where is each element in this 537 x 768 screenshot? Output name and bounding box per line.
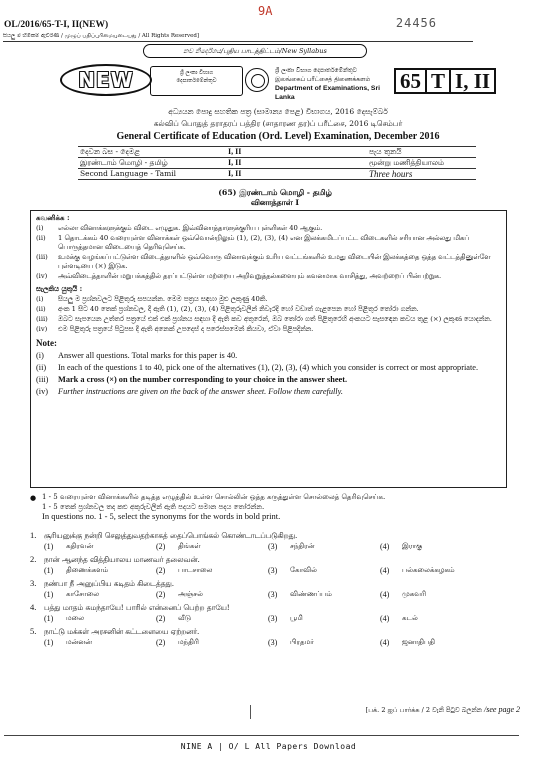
instructions-box <box>30 210 507 488</box>
option-text: மந்திரி <box>178 638 199 646</box>
option-text: வீடு <box>178 614 191 622</box>
instruction-number: (iii) <box>36 375 49 384</box>
instruction-number: (ii) <box>36 305 46 313</box>
instruction-text: Mark a cross (×) on the number corresponding to your choice in the answer sheet. <box>58 375 348 384</box>
instructions-header-ta: கவனிக்க : <box>36 213 70 222</box>
instruction-number: (ii) <box>36 363 47 372</box>
question-number: 1. <box>30 530 37 540</box>
answer-option: (4) ஜனாதிபதி <box>380 638 435 647</box>
question-text: நாட்டு மக்கள் அரசனின் கட்டளையை ஏற்றனர். <box>44 627 200 636</box>
instruction-number: (ii) <box>36 234 46 242</box>
copyright-line: සියලු ම හිමිකම් ඇවිරිණි / முழுப் பதிப்புரிமையுடையது / All Rights Reserved] <box>3 33 473 42</box>
footer-rule <box>4 735 519 736</box>
see-next-ta: [பக். 2 ஐப் பார்க்க / 2 වැනි පිටුව බලන්න <box>365 706 482 714</box>
paper-number: 65 <box>400 69 421 93</box>
time-si: පැය තුනයි <box>366 147 476 158</box>
subject-papers: I, II <box>228 169 242 178</box>
answer-option: (1) காசோலை <box>44 590 100 599</box>
option-text: முகவரி <box>402 590 426 598</box>
answer-option: (1) கதிரவன் <box>44 542 94 551</box>
paper-code-box <box>394 68 496 94</box>
instruction-item <box>36 272 501 281</box>
instruction-number: (iv) <box>36 325 48 333</box>
question-number: 4. <box>30 602 37 612</box>
see-next-page <box>290 705 520 715</box>
top-mark: 9A <box>258 4 273 18</box>
department-ta: இலங்கைப் பரீட்சைத் திணைக்களம் <box>275 76 371 83</box>
paper-title-line: வினாத்தாள் I <box>250 198 300 207</box>
question-text: நண்பா நீ அனுப்பிய கடிதம் கிடைத்தது. <box>44 579 175 588</box>
answer-option: (2) திங்கள் <box>156 542 201 551</box>
instruction-item <box>36 305 501 314</box>
option-text: திங்கள் <box>178 542 201 550</box>
exam-title-ta: கல்விப் பொதுத் தராதரப் பத்திர (சாதாரண தர)ப் பரீட்சை, 2016 டிசெம்பர் <box>153 119 403 128</box>
instruction-number: (i) <box>36 224 44 232</box>
instruction-number: (i) <box>36 351 44 360</box>
option-text: பல்கலைக்கழகம் <box>402 566 455 574</box>
department-block <box>275 66 385 102</box>
section-instruction-ta: 1 - 5 வரையுள்ள வினாக்களில் தடித்த எழுத்தில் உள்ள சொல்லின் ஒத்த கருத்துள்ள சொல்லைத் தெரிவுசெய்க. <box>42 493 386 501</box>
answer-option: (3) கோவில் <box>268 566 317 575</box>
stamp-line: දෙපාර්තමේන්තුව <box>176 78 217 84</box>
answer-option: (2) மந்திரி <box>156 638 199 647</box>
instruction-text: සියලු ම ප්‍රශ්නවලට පිළිතුරු සපයන්න. මෙම පත්‍රය සඳහා මුළු ලකුණු 40කි. <box>58 295 268 303</box>
instructions-header-en: Note: <box>36 338 57 348</box>
answer-option: (3) பிரதமர் <box>268 638 314 647</box>
exam-title-en: General Certificate of Education (Ord. Level) Examination, December 2016 <box>116 131 440 142</box>
option-text: விண்ணப்பம் <box>290 590 332 598</box>
instruction-text: අංක 1 සිට 40 තෙක් ප්‍රශ්නවල, දී ඇති (1), (2), (3), (4) පිළිතුරුවලින් නිවැරදි හෝ වඩාත් ගැළපෙන හෝ පිළිතුර තෝරා ගන්න. <box>58 305 419 313</box>
option-text: மலை <box>66 614 85 622</box>
question <box>30 626 510 648</box>
answer-option: (1) திணைக்களம் <box>44 566 109 575</box>
instruction-text: In each of the questions 1 to 40, pick one of the alternatives (1), (2), (3), (4) which you consider is correct or most appropriate. <box>58 363 479 372</box>
instruction-item <box>36 253 501 271</box>
answer-option: (4) இராகு <box>380 542 423 551</box>
question <box>30 602 510 624</box>
question-number: 3. <box>30 578 37 588</box>
instruction-text: 1 தொடக்கம் 40 வரையுள்ள வினாக்கள் ஒவ்வொன்றிலும் (1), (2), (3), (4) என இலக்கமிடப்பட்ட விடைகளில் சரியான அல்லது மிகப் பொருத்தமான விடையைத் தெரிவுசெய்க. <box>58 234 470 251</box>
syllabus-badge: නව නිර්දේශය/புதிய பாடத்திட்டம்/New Syllabus <box>143 44 367 58</box>
option-text: இராகு <box>402 542 423 550</box>
question-list <box>30 530 510 650</box>
instruction-item <box>36 362 501 373</box>
instruction-item <box>36 315 501 324</box>
subject-row <box>78 158 408 169</box>
department-si: ශ්‍රී ලංකා විභාග දෙපාර්තමේන්තුව <box>275 67 358 74</box>
instruction-item <box>36 224 501 233</box>
divider <box>250 705 251 719</box>
instruction-number: (iii) <box>36 315 48 323</box>
question-text: சூரியனுக்கு நன்றி செலுத்துவதற்காகத் தைப்பொங்கல் கொண்டாடப்படுகிறது. <box>44 531 298 540</box>
paper-title-line: (65) இரண்டாம் மொழி - தமிழ் <box>218 188 332 197</box>
answer-option: (2) பாடசாலை <box>156 566 213 575</box>
option-text: கதிரவன் <box>66 542 94 550</box>
question <box>30 578 510 600</box>
department-en: Department of Examinations, Sri Lanka <box>275 85 380 101</box>
subject-row <box>78 169 408 180</box>
instruction-number: (iv) <box>36 272 48 280</box>
option-text: பூமி <box>290 614 303 622</box>
instruction-item <box>36 325 501 334</box>
subject-papers: I, II <box>228 147 242 156</box>
answer-option: (4) கடல் <box>380 614 418 623</box>
time-en: Three hours <box>366 169 476 180</box>
time-ta: மூன்று மணித்தியாலம் <box>366 158 476 169</box>
instruction-text: Answer all questions. Total marks for this paper is 40. <box>58 351 238 360</box>
subject-papers: I, II <box>228 158 242 167</box>
option-text: பாடசாலை <box>178 566 213 574</box>
option-text: அஞ்சல் <box>178 590 203 598</box>
paper-title <box>120 188 430 208</box>
instruction-text: அவ்விடைத்தாளின் மறுபக்கத்தில் தரப்பட்டுள்ள மற்றைய அறிவுறுத்தல்களையும் கவனமாக வாசித்து, அவற்றைப் பின்பற்றுக. <box>58 272 442 280</box>
department-seal-icon <box>245 68 269 92</box>
subject-name: இரண்டாம் மொழி - தமிழ் <box>80 158 168 167</box>
answer-option: (4) பல்கலைக்கழகம் <box>380 566 455 575</box>
instruction-text: Further instructions are given on the back of the answer sheet. Follow them carefully. <box>58 387 343 396</box>
subject-name: Second Language - Tamil <box>80 169 177 178</box>
option-text: கடல் <box>402 614 418 622</box>
exam-title-si: අධ්‍යයන පොදු සහතික පත්‍ර (සාමාන්‍ය පෙළ) විභාගය, 2016 දෙසැම්බර් <box>168 107 388 116</box>
footer-site: NINE A | O/ L All Papers Download <box>180 742 357 751</box>
instruction-item <box>36 295 501 304</box>
answer-option: (3) பூமி <box>268 614 303 623</box>
paper-code-label: OL/2016/65-T-I, II(NEW) <box>4 20 109 30</box>
department-stamp <box>150 66 243 96</box>
question <box>30 530 510 552</box>
instruction-item <box>36 350 501 361</box>
instruction-text: ඔබට සැපයෙන උත්තර පත්‍රයේ එක් එක් ප්‍රශ්නය සඳහා දී ඇති කව අතුරෙන්, ඔබ තෝරා ගත් පිළිතුරෙහි අංකයට සැසඳෙන කවය තුළ (×) ලකුණ යොදන්න. <box>58 315 492 323</box>
instruction-number: (iii) <box>36 253 48 261</box>
new-syllabus-logo: NEW <box>60 64 152 96</box>
option-text: ஜனாதிபதி <box>402 638 435 646</box>
option-text: சந்திரன் <box>290 542 315 550</box>
answer-option: (3) விண்ணப்பம் <box>268 590 332 599</box>
section-instruction <box>30 493 510 522</box>
answer-option: (2) வீடு <box>156 614 191 623</box>
instruction-number: (i) <box>36 295 44 303</box>
answer-option: (4) முகவரி <box>380 590 426 599</box>
section-instruction-en: In questions no. 1 - 5, select the synonyms for the words in bold print. <box>42 511 281 521</box>
subject-table <box>78 146 408 180</box>
answer-option: (1) மலை <box>44 614 85 623</box>
question <box>30 554 510 576</box>
option-text: காசோலை <box>66 590 100 598</box>
see-next-en: /see page 2 <box>484 705 520 714</box>
question-number: 2. <box>30 554 37 564</box>
instruction-item <box>36 234 501 252</box>
option-text: மன்னன் <box>66 638 92 646</box>
question-text: பத்து மாதம் சுமந்தாயே! பாரில் என்னைப் பெற்ற தாயே! <box>44 603 230 612</box>
option-text: கோவில் <box>290 566 317 574</box>
answer-option: (2) அஞ்சல் <box>156 590 203 599</box>
option-text: திணைக்களம் <box>66 566 109 574</box>
paper-parts: I, II <box>449 70 494 92</box>
instructions-header-si: සැලකිය යුතුයි : <box>36 284 83 293</box>
paper-language: T <box>425 70 449 92</box>
instruction-text: එම පිළිතුරු පත්‍රයේ පිටුපස දී ඇති අනෙක් උපදෙස් ද පරෙස්සමෙන් කියවා, ඒවා පිළිපදින්න. <box>58 325 314 333</box>
stamp-line: ශ්‍රී ලංකා විභාග <box>179 70 214 76</box>
option-text: பிரதமர் <box>290 638 314 646</box>
question-text: நான் ஆனந்த வித்தியாலய மாணவர் தலைவன். <box>44 555 200 564</box>
answer-option: (1) மன்னன் <box>44 638 92 647</box>
instruction-text: எல்லா வினாக்களுக்கும் விடை எழுதுக. இவ்வினாத்தாளுக்குரிய புள்ளிகள் 40 ஆகும். <box>58 224 323 232</box>
serial-number: 24456 <box>395 16 437 30</box>
answer-option: (3) சந்திரன் <box>268 542 315 551</box>
question-number: 5. <box>30 626 37 636</box>
instruction-text: உமக்கு வழங்கப்பட்டுள்ள விடைத்தாளில் ஒவ்வொரு வினாவுக்கும் உரிய வட்டங்களில் உமது விடையின் இலக்கத்தை ஒத்த வட்டத்தினுள்ளே புள்ளடியை (×) இடுக. <box>58 253 491 270</box>
subject-row <box>78 147 408 158</box>
time-allowed <box>366 146 476 180</box>
subject-name: දෙවන බස - දෙමළ <box>80 147 140 156</box>
section-instruction-si: 1 - 5 තෙක් ප්‍රශ්නවල තද කළු අකුරුවලින් ඇති පදයට සමාන පදය තෝරන්න. <box>42 502 265 511</box>
bullet-icon: ● <box>30 494 37 502</box>
instruction-number: (iv) <box>36 387 48 396</box>
instruction-item <box>36 386 501 397</box>
instruction-item <box>36 374 501 385</box>
